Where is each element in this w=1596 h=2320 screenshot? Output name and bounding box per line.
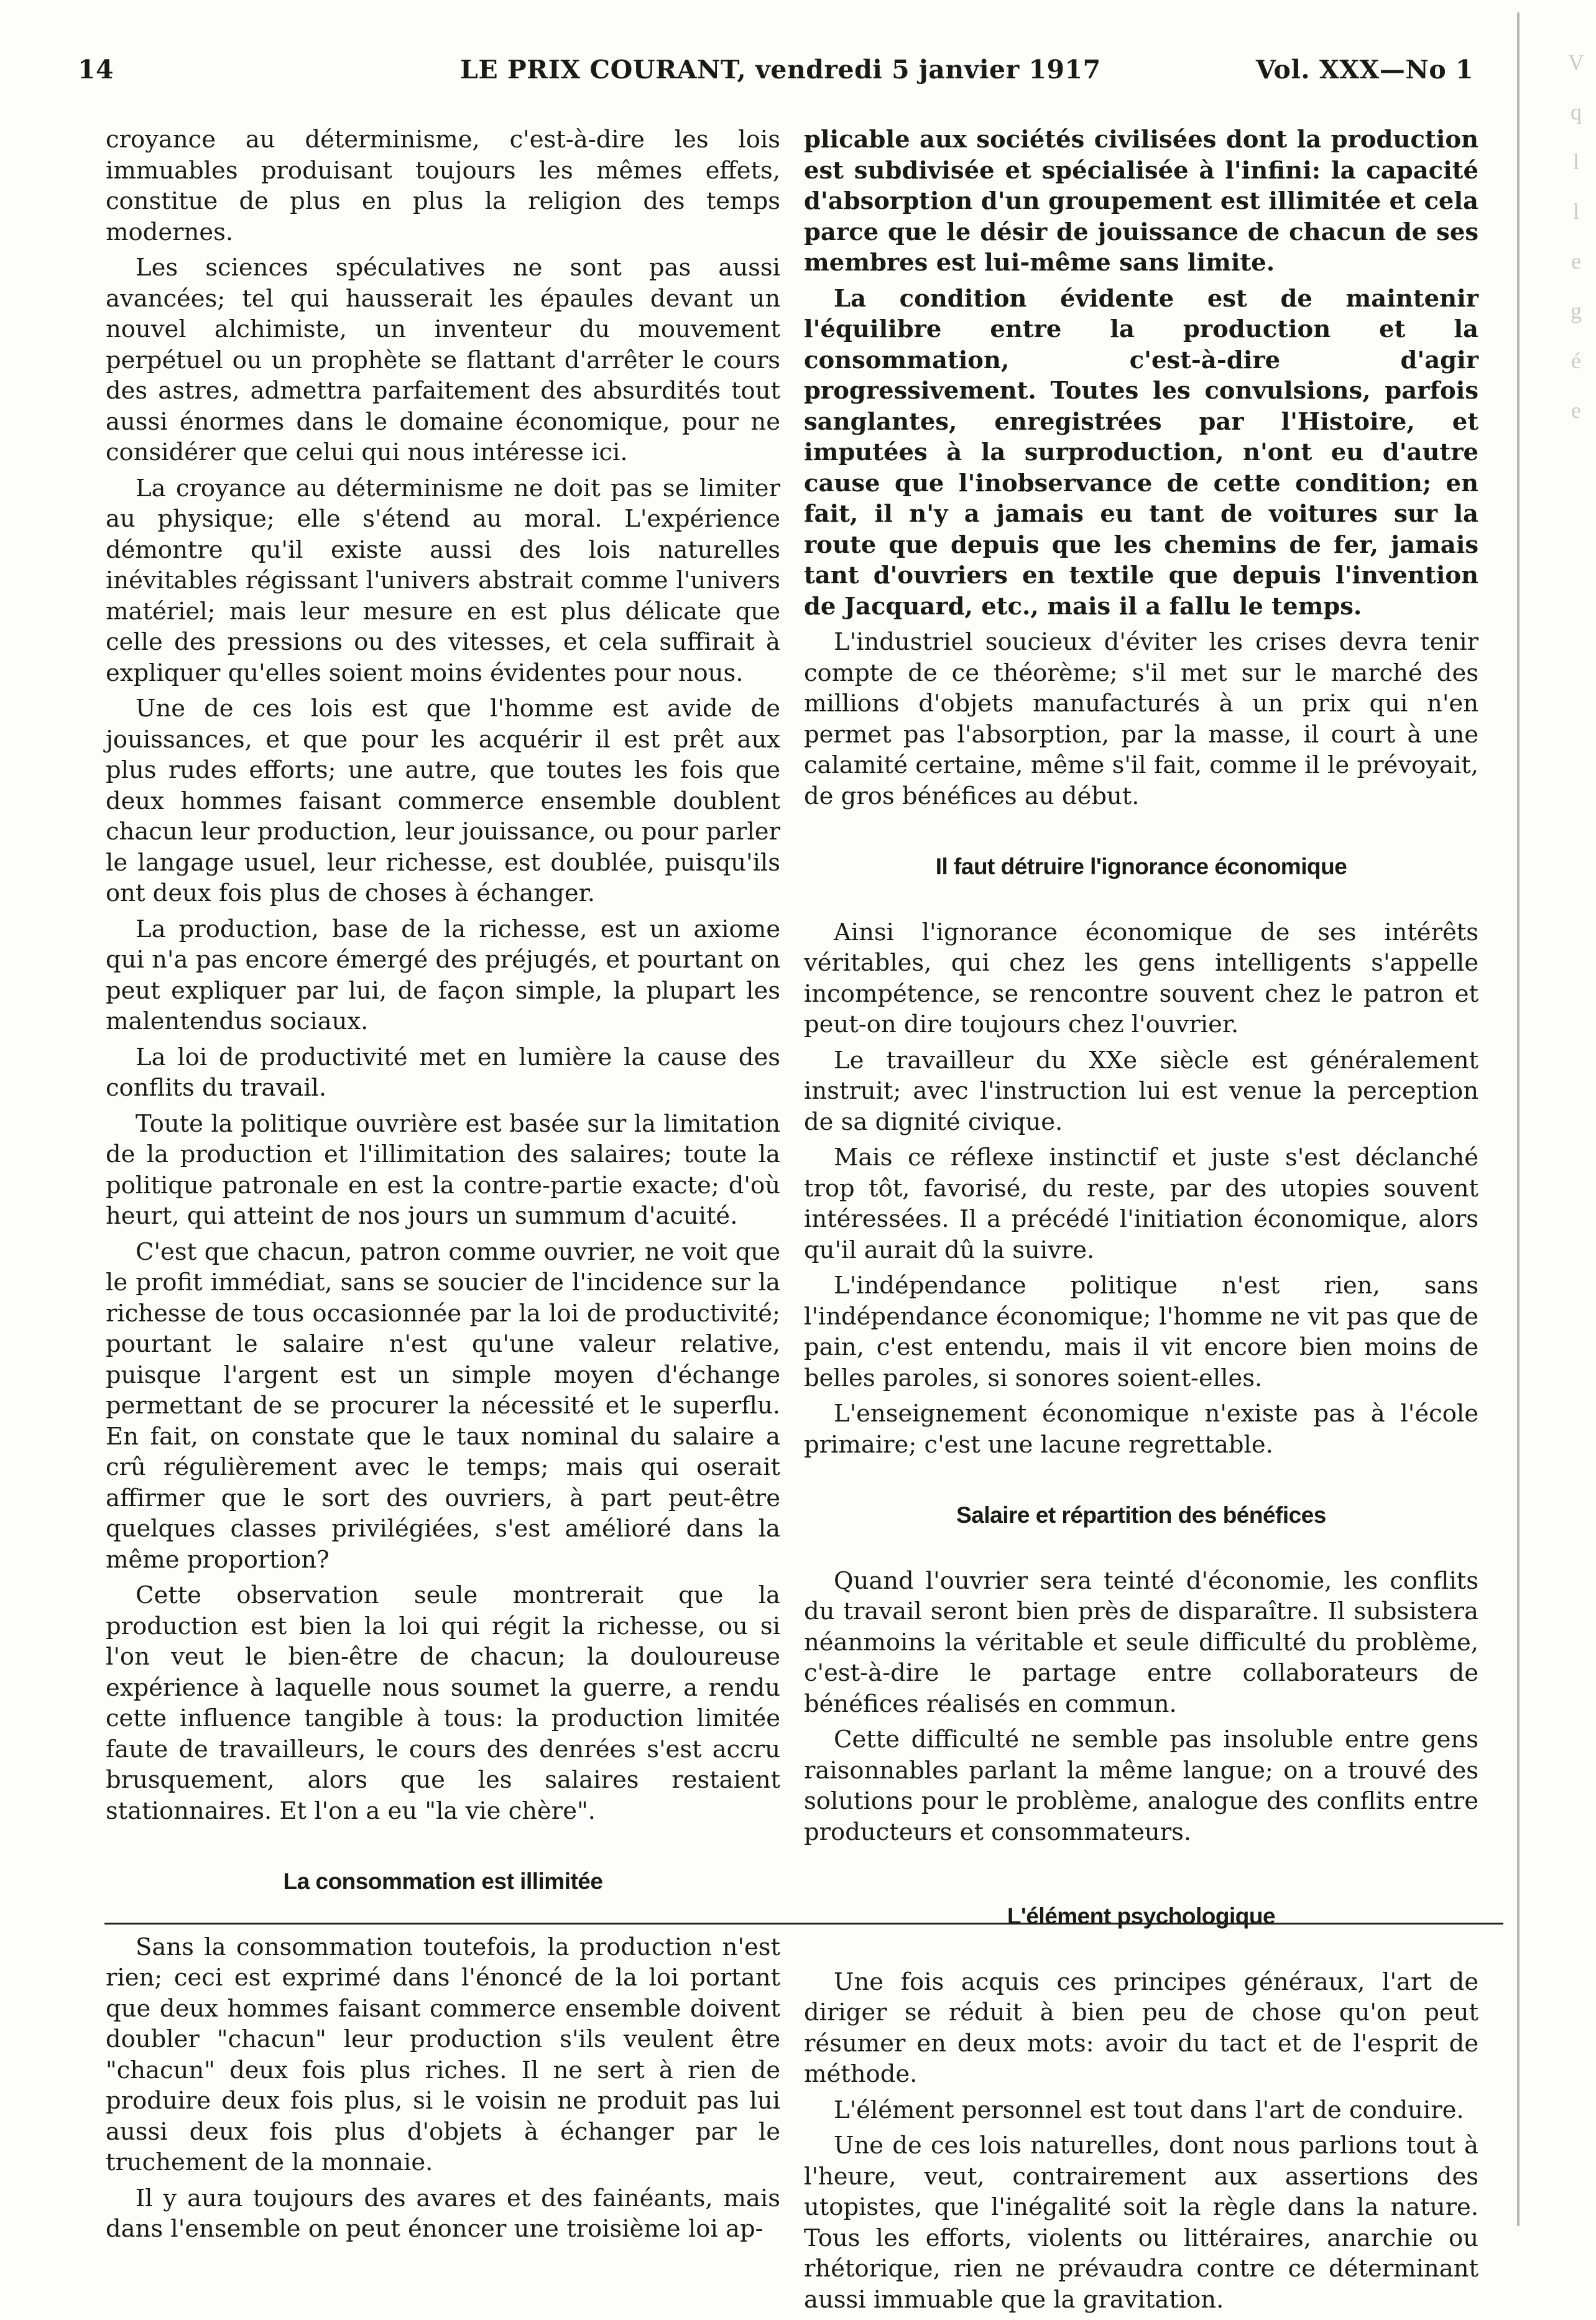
left-column: [106, 124, 780, 2250]
paragraph: La croyance au déterminisme ne doit pas se limiter au physique; elle s'étend au moral. L'expérience démontre qu'il existe aussi des lois naturelles inévitables régissant l'univers abstrait comme l'univers matériel; mais leur mesure en est plus délicate que celle des pressions ou des vitesses, et cela suffirait à expliquer qu'elles soient moins évidentes pour nous.: [106, 474, 780, 687]
paragraph: L'élément personnel est tout dans l'art de conduire.: [834, 2096, 1464, 2124]
paragraph: L'indépendance politique n'est rien, sans l'indépendance économique; l'homme ne vit pas que de pain, c'est entendu, mais il vit encore bien moins de belles paroles, si sonores soient-elles.: [804, 1272, 1478, 1392]
section-heading: La consommation est illimitée: [283, 1869, 603, 1894]
newspaper-title: LE PRIX COURANT, vendredi 5 janvier 1917: [460, 55, 1101, 85]
paragraph: Une de ces lois est que l'homme est avide de jouissances, et que pour les acquérir il est prêt aux plus rudes efforts; une autre, que toutes les fois que deux hommes faisant commerce ensemble doublent chacun leur production, leur jouissance, ou pour parler le langage usuel, leur richesse, est doublée, puisqu'ils ont deux fois plus de choses à échanger.: [106, 695, 780, 907]
paragraph: Mais ce réflexe instinctif et juste s'est déclanché trop tôt, favorisé, du reste, par des utopies souvent intéressées. Il a précédé l'initiation économique, alors qu'il aurait dû la suivre.: [804, 1144, 1478, 1264]
paragraph: Une fois acquis ces principes généraux, l'art de diriger se réduit à bien peu de chose qu'on peut résumer en deux mots: avoir du tact et de l'esprit de méthode.: [804, 1967, 1478, 2088]
page-edge: [1517, 12, 1520, 2226]
paragraph: La condition évidente est de maintenir l'équilibre entre la production et la consommation, c'est-à-dire d'agir progressivement. Toutes les convulsions, parfois sanglantes, enregistrées par l'Histoire, et imputées à la surproduction, n'ont eu d'autre cause que l'inobservance de cette condition; en fait, il n'y a jamais eu tant de voitures sur la route que depuis que les chemins de fer, jamais tant d'ouvriers en textile que depuis l'invention de Jacquard, etc., mais il a fallu le temps.: [804, 284, 1478, 621]
paragraph: croyance au déterminisme, c'est-à-dire les lois immuables produisant toujours les mêmes effets, constitue de plus en plus la religion des temps modernes.: [106, 126, 780, 246]
paragraph: La production, base de la richesse, est un axiome qui n'a pas encore émergé des préjugés, et pourtant on peut expliquer par lui, de façon simple, la plupart les malentendus sociaux.: [106, 915, 780, 1035]
bleed-glyph: e: [1571, 398, 1581, 423]
paragraph: Sans la consommation toutefois, la production n'est rien; ceci est exprimé dans l'énoncé de la loi portant que deux hommes faisant commerce ensemble doivent doubler "chacun" leur production s'ils veulent être "chacun" deux fois plus riches. Il ne sert à rien de produire deux fois plus, si le voisin ne produit pas lui aussi deux fois plus d'objets à échanger par le truchement de la monnaie.: [106, 1933, 780, 2176]
paragraph: C'est que chacun, patron comme ouvrier, ne voit que le profit immédiat, sans se soucier de l'incidence sur la richesse de tous occasionnée par la loi de productivité; pourtant le salaire n'est qu'une valeur relative, puisque l'argent est un simple moyen d'échange permettant de se procurer la nécessité et le superflu. En fait, on constate que le taux nominal du salaire a crû régulièrement avec le temps; mais qui oserait affirmer que le sort des ouvriers, à part peut-être quelques classes privilégiées, s'est amélioré dans la même proportion?: [106, 1237, 780, 1574]
page-header: [78, 55, 1474, 98]
paragraph: L'industriel soucieux d'éviter les crises devra tenir compte de ce théorème; s'il met sur le marché des millions d'objets manufacturés à un prix qui n'en permet pas l'absorption, par la masse, il court à une calamité certaine, même s'il fait, comme il le prévoyait, de gros bénéfices au début.: [804, 628, 1478, 810]
bleed-glyph: e: [1571, 249, 1581, 274]
bleed-glyph: V: [1568, 50, 1584, 75]
paragraph: plicable aux sociétés civilisées dont la production est subdivisée et spécialisée à l'infini: la capacité d'absorption d'un groupement est illimitée et cela parce que le désir de jouissance de chacun de ses membres est lui-même sans limite.: [804, 126, 1478, 277]
margin-bleed-text: [1561, 37, 1592, 435]
section-heading: Il faut détruire l'ignorance économique: [935, 854, 1347, 879]
paragraph: Ainsi l'ignorance économique de ses intérêts véritables, qui chez les gens intelligents s'appelle incompétence, se rencontre souvent chez le patron et peut-on dire toujours chez l'ouvrier.: [804, 918, 1478, 1038]
paragraph: L'enseignement économique n'existe pas à l'école primaire; c'est une lacune regrettable.: [804, 1400, 1478, 1459]
paragraph: La loi de productivité met en lumière la cause des conflits du travail.: [106, 1043, 780, 1102]
bleed-glyph: q: [1571, 99, 1582, 124]
page-number: 14: [78, 55, 114, 85]
volume-number: Vol. XXX—No 1: [1255, 55, 1474, 85]
paragraph: Une de ces lois naturelles, dont nous parlions tout à l'heure, veut, contrairement aux assertions des utopistes, que l'inégalité soit la règle dans la nature. Tous les efforts, violents ou littéraires, anarchie ou rhétorique, rien ne prévaudra contre ce déterminant aussi immuable que la gravitation.: [804, 2132, 1478, 2314]
scan-rule-line: [104, 1923, 1503, 1925]
right-column: [804, 124, 1478, 2320]
bleed-glyph: g: [1571, 298, 1582, 323]
paragraph: Toute la politique ouvrière est basée sur la limitation de la production et l'illimitation des salaires; toute la politique patronale en est la contre-partie exacte; d'où heurt, qui atteint de nos jours un summum d'acuité.: [106, 1109, 780, 1230]
bleed-glyph: é: [1571, 348, 1581, 373]
paragraph: Les sciences spéculatives ne sont pas aussi avancées; tel qui hausserait les épaules devant un nouvel alchimiste, un inventeur du mouvement perpétuel ou un prophète se flattant d'arrêter le cours des astres, admettra parfaitement des absurdités tout aussi énormes dans le domaine économique, pour ne considérer que celui qui nous intéresse ici.: [106, 254, 780, 466]
paragraph: Le travailleur du XXe siècle est généralement instruit; avec l'instruction lui est venue la perception de sa dignité civique.: [804, 1046, 1478, 1136]
section-heading: L'élément psychologique: [1007, 1903, 1276, 1929]
paragraph: Cette difficulté ne semble pas insoluble entre gens raisonnables parlant la même langue; on a trouvé des solutions pour le problème, analogue des conflits entre producteurs et consommateurs.: [804, 1726, 1478, 1846]
bleed-glyph: l: [1572, 199, 1579, 224]
paragraph: Il y aura toujours des avares et des fainéants, mais dans l'ensemble on peut énoncer une troisième loi ap-: [106, 2184, 780, 2243]
section-heading: Salaire et répartition des bénéfices: [956, 1502, 1326, 1528]
paragraph: Quand l'ouvrier sera teinté d'économie, les conflits du travail seront bien près de disparaître. Il subsistera néanmoins la véritable et seule difficulté du problème, c'est-à-dire le partage entre collaborateurs de bénéfices réalisés en commun.: [804, 1566, 1478, 1718]
bleed-glyph: l: [1572, 149, 1579, 174]
paragraph: Cette observation seule montrerait que la production est bien la loi qui régit la richesse, ou si l'on veut le bien-être de chacun; la douloureuse expérience à laquelle nous soumet la guerre, a rendu cette influence tangible à tous: la production limitée faute de travailleurs, le cours des denrées s'est accru brusquement, alors que les salaires restaient stationnaires. Et l'on a eu "la vie chère".: [106, 1581, 780, 1825]
